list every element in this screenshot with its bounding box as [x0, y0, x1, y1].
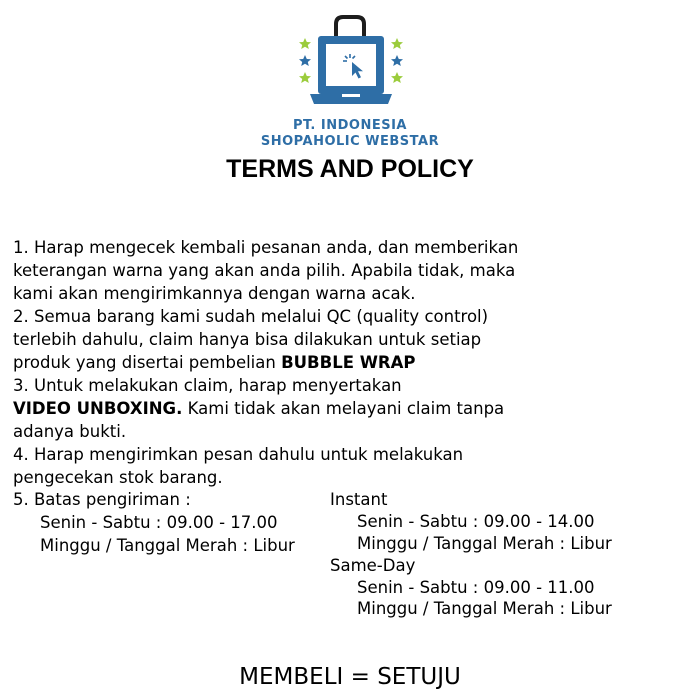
page-title: TERMS AND POLICY [226, 155, 474, 183]
term-1-line-2: keterangan warna yang akan anda pilih. Apabila tidak, maka [13, 261, 516, 280]
term-1-line-1: 1. Harap mengecek kembali pesanan anda, dan memberikan [13, 238, 519, 257]
term-5-heading: 5. Batas pengiriman : [13, 490, 191, 509]
bubble-wrap-emphasis: BUBBLE WRAP [281, 353, 416, 372]
company-name-line2: SHOPAHOLIC WEBSTAR [260, 134, 440, 149]
sameday-label: Same-Day [330, 556, 416, 575]
term-1-line-3: kami akan mengirimkannya dengan warna acak. [13, 284, 416, 303]
term-4-line-2: pengecekan stok barang. [13, 468, 223, 487]
regular-weekend-hours: Minggu / Tanggal Merah : Libur [40, 536, 295, 555]
company-name-line1: PT. INDONESIA [293, 118, 407, 133]
footer-agreement: MEMBELI = SETUJU [239, 664, 461, 690]
sameday-weekend-hours: Minggu / Tanggal Merah : Libur [357, 599, 612, 618]
instant-weekday-hours: Senin - Sabtu : 09.00 - 14.00 [357, 512, 595, 531]
term-2-line-1: 2. Semua barang kami sudah melalui QC (quality control) [13, 307, 489, 326]
term-2-text: produk yang disertai pembelian [13, 353, 282, 372]
term-4-line-1: 4. Harap mengirimkan pesan dahulu untuk melakukan [13, 445, 464, 464]
term-3-line-3: adanya bukti. [13, 422, 127, 441]
term-3-text: Kami tidak akan melayani claim tanpa [182, 399, 505, 418]
term-2-line-2: terlebih dahulu, claim hanya bisa dilakukan untuk setiap [13, 330, 482, 349]
instant-weekend-hours: Minggu / Tanggal Merah : Libur [357, 534, 612, 553]
shopping-bag-laptop-icon [296, 14, 406, 118]
instant-label: Instant [330, 490, 388, 509]
term-2-line-3 [13, 353, 416, 373]
term-3-line-1: 3. Untuk melakukan claim, harap menyertakan [13, 376, 402, 395]
company-logo [296, 14, 406, 118]
regular-weekday-hours: Senin - Sabtu : 09.00 - 17.00 [40, 513, 278, 532]
video-unboxing-emphasis: VIDEO UNBOXING. [13, 399, 183, 418]
term-3-line-2 [13, 399, 504, 419]
sameday-weekday-hours: Senin - Sabtu : 09.00 - 11.00 [357, 578, 595, 597]
